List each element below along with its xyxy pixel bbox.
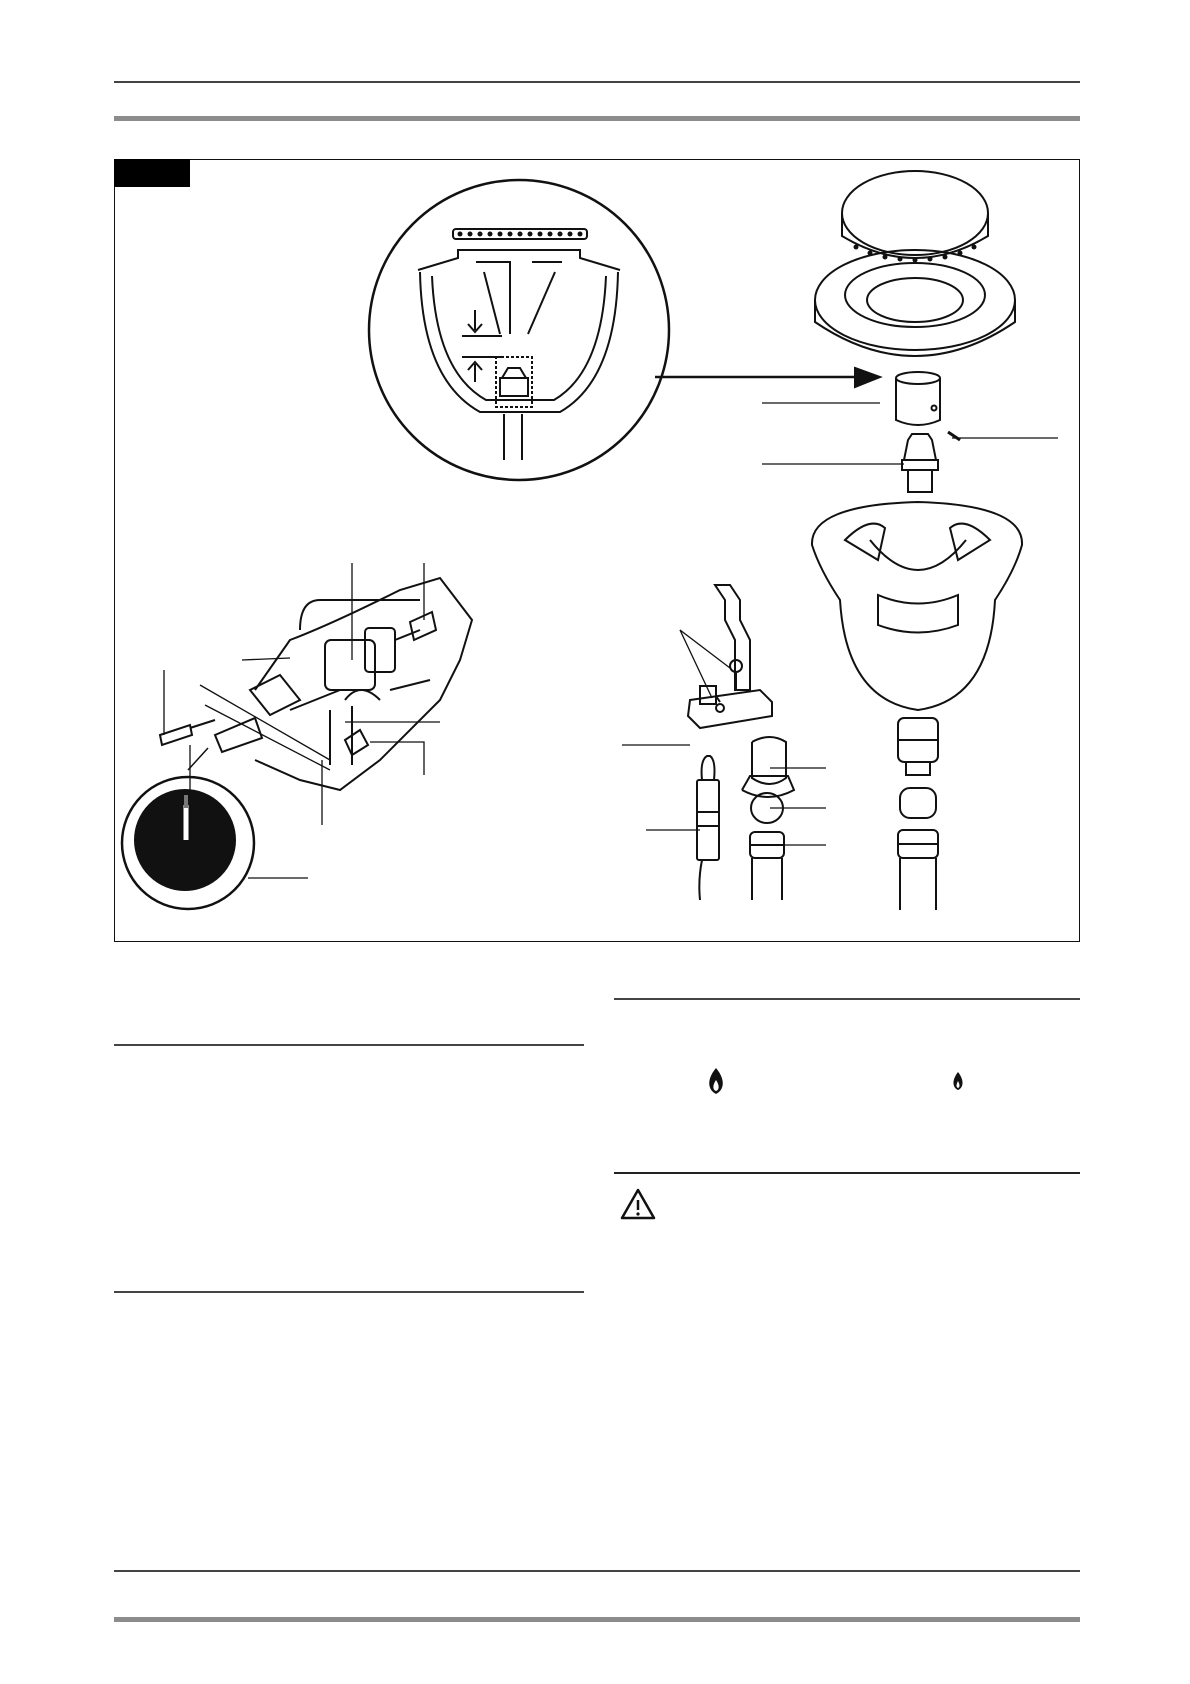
control-knob (122, 777, 254, 909)
burner-detail-circle (369, 180, 669, 480)
mixing-sleeve (896, 372, 960, 440)
right-fittings (898, 718, 938, 910)
thermocouple-assembly (688, 585, 772, 900)
flame-small-icon (953, 1072, 962, 1090)
burner-head (815, 171, 1015, 356)
burner-cup (812, 502, 1022, 710)
leader-lines (164, 403, 1058, 878)
injector-nozzle (902, 434, 938, 492)
flame-large-icon (709, 1068, 723, 1094)
gas-valve-assembly (160, 578, 472, 790)
middle-fittings (742, 737, 794, 900)
warning-triangle-icon (622, 1190, 654, 1218)
